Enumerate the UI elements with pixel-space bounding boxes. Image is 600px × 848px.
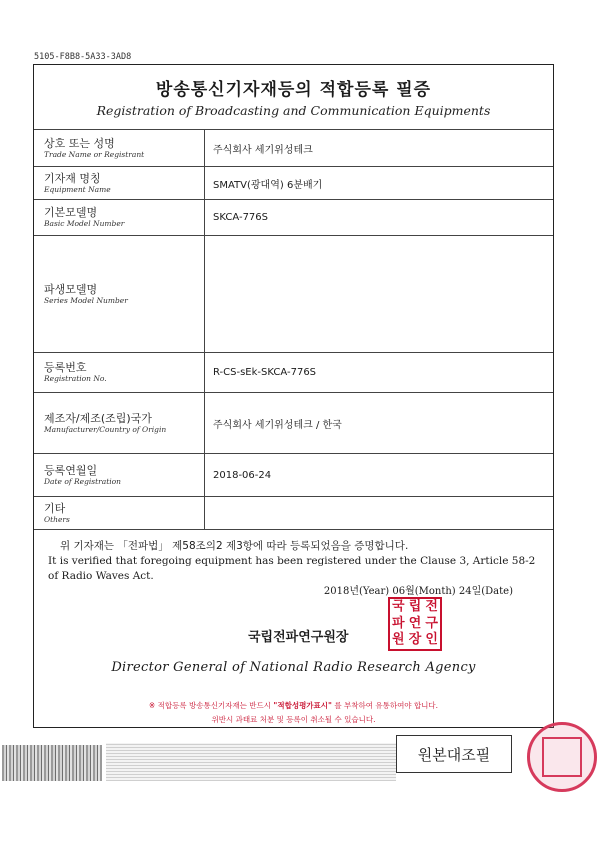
document-id: 5105-F8B8-5A33-3AD8 [34, 52, 132, 62]
table-row [34, 454, 553, 497]
table-row [34, 353, 553, 393]
original-compared-stamp: 원본대조필 [396, 735, 512, 773]
field-value: 주식회사 세기위성테크 / 한국 [205, 393, 554, 454]
table-row [34, 236, 553, 353]
registration-table [34, 129, 553, 530]
table-row [34, 130, 553, 167]
certification-section [34, 529, 553, 724]
field-label: 파생모델명 Series Model Number [34, 236, 205, 353]
field-label: 기본모델명 Basic Model Number [34, 200, 205, 236]
field-value: SKCA-776S [205, 200, 554, 236]
field-value: 2018-06-24 [205, 454, 554, 497]
signer-english: Director General of National Radio Research Agency [111, 660, 476, 675]
scan-pattern [106, 743, 396, 781]
company-round-seal [527, 722, 597, 792]
field-value: R-CS-sEk-SKCA-776S [205, 353, 554, 393]
field-label: 기타 Others [34, 497, 205, 530]
table-row [34, 497, 553, 530]
barcode-image [2, 745, 102, 781]
field-label: 제조자/제조(조립)국가 Manufacturer/Country of Origin [34, 393, 205, 454]
field-label: 등록연월일 Date of Registration [34, 454, 205, 497]
field-label: 상호 또는 성명 Trade Name or Registrant [34, 130, 205, 167]
table-row [34, 200, 553, 236]
field-value [205, 236, 554, 353]
field-label: 등록번호 Registration No. [34, 353, 205, 393]
notice-line-2: 위반시 과태료 처분 및 등록이 취소될 수 있습니다. [211, 715, 376, 724]
certificate-frame [33, 64, 554, 728]
field-value [205, 497, 554, 530]
table-row [34, 393, 553, 454]
signer-korean: 국립전파연구원장 [248, 630, 349, 645]
title-english: Registration of Broadcasting and Communication Equipments [96, 103, 491, 118]
table-row [34, 167, 553, 200]
field-label: 기자재 명칭 Equipment Name [34, 167, 205, 200]
notice-line-1: ※ 적합등록 방송통신기자재는 반드시 "적합성평가표시" 를 부착하여 유통하여야 합니다. [148, 701, 439, 710]
title-korean: 방송통신기자재등의 적합등록 필증 [155, 80, 432, 100]
issue-date: 2018년(Year) 06월(Month) 24일(Date) [323, 586, 513, 597]
certification-english: It is verified that foregoing equipment has been registered under the Clause 3, Article 58-2 of Radio Waves Act. [48, 555, 536, 582]
round-seal-inner [542, 737, 582, 777]
field-value: 주식회사 세기위성테크 [205, 130, 554, 167]
field-value: SMATV(광대역) 6분배기 [205, 167, 554, 200]
official-seal: 국 립 전 파 연 구 원 장 인 [388, 597, 442, 651]
certification-korean: 위 기자재는 「전파법」 제58조의2 제3항에 따라 등록되었음을 증명합니다. [60, 540, 409, 552]
